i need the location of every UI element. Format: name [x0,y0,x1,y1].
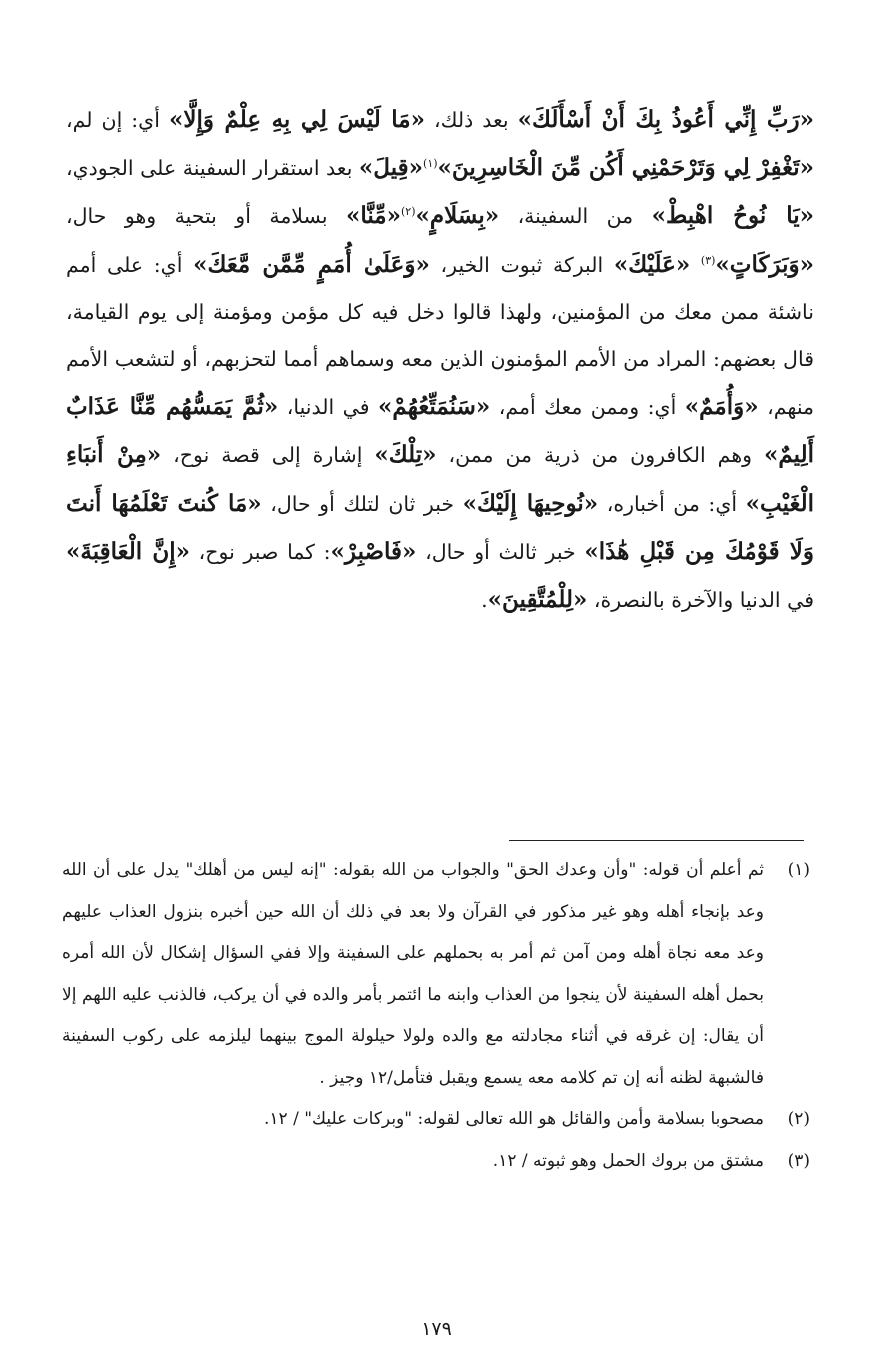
footnote-number: (٢) [787,1109,810,1129]
tafsir-main-text [66,96,814,624]
footnote-text: مصحوبا بسلامة وأمن والقائل هو الله تعالى لقوله: "وبركات عليك" / ١٢. [264,1109,764,1129]
page-number: ١٧٩ [421,1318,452,1340]
footnote-marker: (٢) [400,205,416,219]
footnote-1 [62,850,810,1099]
footnote-number: (١) [787,860,810,880]
footnote-text: ثم أعلم أن قوله: "وأن وعدك الحق" والجواب من الله بقوله: "إنه ليس من أهلك" يدل على أن الله وعد بإنجاء أهله وهو غير مذكور في القرآن ولا بعد في ذلك أن الله حين أخبره بنزول العذاب عليهم وعد معه نجاة أهله ومن آمن ثم أمر به بحملهم على السفينة وإلا ففي السؤال إشكال لأن الله أمره بحمل أهله السفينة لأن ينجوا من العذاب وابنه ما ائتمر بأمر والده في أن يركب، فالذنب عليه اللهم إلا أن يقال: إن غرقه في أثناء مجادلته مع والده ولولا حيلولة الموج بينهما ليلزمه على ركوب السفينة فالشبهة لظنه أنه إن تم كلامه معه يسمع ويقبل فتأمل/١٢ وجيز . [62,860,764,1088]
commentary-text: في الدنيا، [278,395,379,420]
commentary-text: أي: وممن معك أمم، [490,395,685,420]
footnote-number: (٣) [787,1150,810,1171]
quran-phrase: «وَأُمَمٌ» [684,393,759,421]
quran-phrase: «مَا كُنتَ تَعْلَمُهَا أَنتَ وَلَا قَوْمُكَ مِن قَبْلِ هَٰذَا» [66,489,814,565]
commentary-text: بعد ذلك، [424,108,518,132]
quran-phrase: «وَعَلَىٰ أُمَمٍ مِّمَّن مَّعَكَ» [193,250,430,278]
commentary-text: أي: إن لم، [66,108,169,132]
commentary-text: من السفينة، [499,204,652,229]
quran-phrase: «مِّنَّا» [345,202,401,230]
commentary-text: أي: على أمم ناشئة ممن معك من المؤمنين، ولهذا قالوا دخل فيه كل مؤمن ومؤمنة إلى يوم القيامة، قال بعضهم: المراد من الأمم المؤمنون الذين معه وسماهم أمما لتحزبهم، أو لتشعب الأمم منهم، [66,252,814,420]
quran-phrase: «مَا لَيْسَ لِي بِهِ عِلْمٌ وَإِلَّا» [168,106,425,133]
commentary-text: . [481,588,488,613]
quran-phrase: «تِلْكَ» [374,441,437,469]
footnote-3 [62,1141,810,1183]
main-paragraph [66,96,814,624]
quran-phrase: «بِسَلَامٍ» [415,202,500,230]
quran-phrase: «عَلَيْكَ» [613,250,691,278]
footnote-text: مشتق من بروك الحمل وهو ثبوته / ١٢. [492,1150,764,1171]
commentary-text [690,253,701,277]
commentary-text: خبر ثان لتلك أو حال، [261,491,463,516]
quran-phrase: «وَبَرَكَاتٍ» [715,250,814,278]
quran-phrase: «ثُمَّ يَمَسُّهُم مِّنَّا عَذَابٌ أَلِيمٌ» [66,393,814,469]
commentary-text: إشارة إلى قصة نوح، [161,443,375,468]
quran-phrase: «تَغْفِرْ لِي وَتَرْحَمْنِي أَكُن مِّنَ الْخَاسِرِينَ» [437,154,814,182]
quran-phrase: «فَاصْبِرْ» [330,537,417,565]
quran-phrase: «لِلْمُتَّقِينَ» [487,586,588,614]
quran-phrase: «رَبِّ إِنِّي أَعُوذُ بِكَ أَنْ أَسْأَلَكَ» [517,106,815,133]
quran-phrase: «يَا نُوحُ اهْبِطْ» [651,202,814,230]
commentary-text: وهم الكافرون من ذرية من ممن، [436,443,764,468]
footnote-marker: (٣) [700,253,716,267]
commentary-text: بعد استقرار السفينة على الجودي، [66,156,359,181]
footnote-marker: (١) [423,157,438,171]
commentary-text: في الدنيا والآخرة بالنصرة، [587,588,814,613]
quran-phrase: «مِنْ أَنبَاءِ الْغَيْبِ» [66,441,815,517]
commentary-text: أي: من أخباره، [598,491,746,516]
quran-phrase: «سَنُمَتِّعُهُمْ» [378,393,491,421]
footnote-2 [62,1099,810,1141]
footnote-separator [509,840,804,841]
commentary-text: بسلامة أو بتحية وهو حال، [66,204,346,229]
commentary-text: : كما صبر نوح، [189,539,331,564]
quran-phrase: «قِيلَ» [358,154,424,182]
footnotes-section [62,850,810,1182]
commentary-text: البركة ثبوت الخير، [429,252,614,277]
quran-phrase: «إِنَّ الْعَاقِبَةَ» [66,537,190,565]
commentary-text: خبر ثالث أو حال، [416,539,585,564]
quran-phrase: «نُوحِيهَا إِلَيْكَ» [462,489,599,517]
